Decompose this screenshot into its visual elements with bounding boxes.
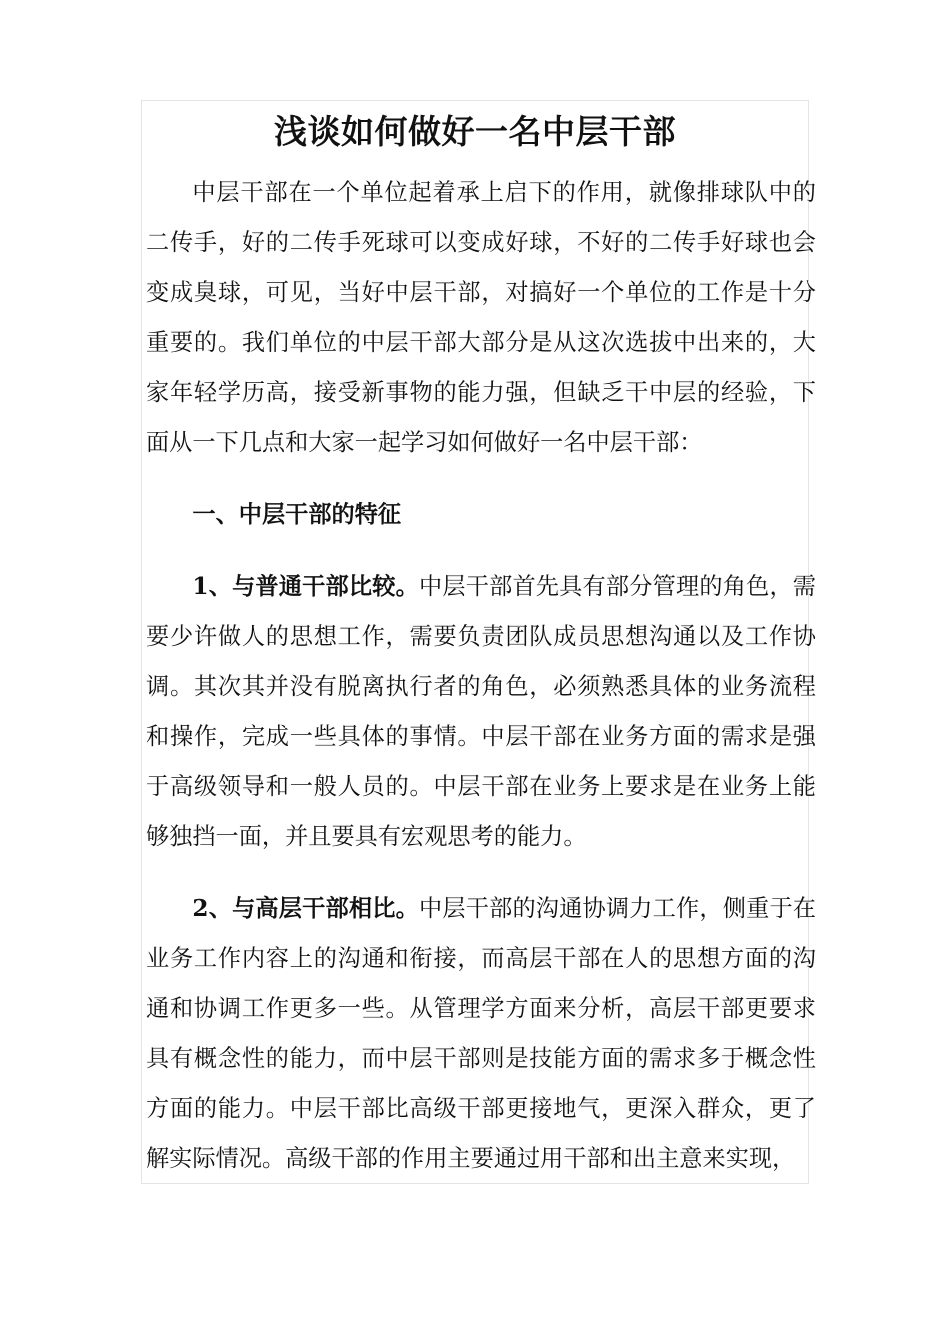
document-title: 浅谈如何做好一名中层干部 bbox=[274, 112, 676, 152]
intro-paragraph: 中层干部在一个单位起着承上启下的作用，就像排球队中的二传手，好的二传手死球可以变成好球，不好的二传手好球也会变成臭球，可见，当好中层干部，对搞好一个单位的工作是十分重要的。我们单位的中层干部大部分是从这次选拔中出来的，大家年轻学历高，接受新事物的能力强，但缺乏干中层的经验，下面从一下几点和大家一起学习如何做好一名中层干部： bbox=[146, 179, 816, 456]
paragraph-spacer bbox=[146, 540, 816, 562]
point-1-body: 中层干部首先具有部分管理的角色，需要少许做人的思想工作，需要负责团队成员思想沟通以及工作协调。其次其并没有脱离执行者的角色，必须熟悉具体的业务流程和操作，完成一些具体的事情。中层干部在业务方面的需求是强于高级领导和一般人员的。中层干部在业务上要求是在业务上能够独挡一面，并且要具有宏观思考的能力。 bbox=[146, 573, 816, 850]
paragraph-spacer bbox=[146, 468, 816, 490]
point-1-lead: 1、与普通干部比较。 bbox=[192, 573, 419, 600]
section-heading: 一、中层干部的特征 bbox=[192, 501, 402, 528]
paragraph-spacer bbox=[146, 862, 816, 884]
point-2-lead: 2、与高层干部相比。 bbox=[192, 895, 419, 922]
point-2-paragraph bbox=[146, 884, 816, 1184]
document-body bbox=[146, 168, 816, 1184]
point-1-paragraph bbox=[146, 562, 816, 862]
point-2-body: 中层干部的沟通协调力工作，侧重于在业务工作内容上的沟通和衔接，而高层干部在人的思想方面的沟通和协调工作更多一些。从管理学方面来分析，高层干部更要求具有概念性的能力，而中层干部则是技能方面的需求多于概念性方面的能力。中层干部比高级干部更接地气，更深入群众，更了解实际情况。高级干部的作用主要通过用干部和出主意来实现， bbox=[146, 895, 816, 1172]
